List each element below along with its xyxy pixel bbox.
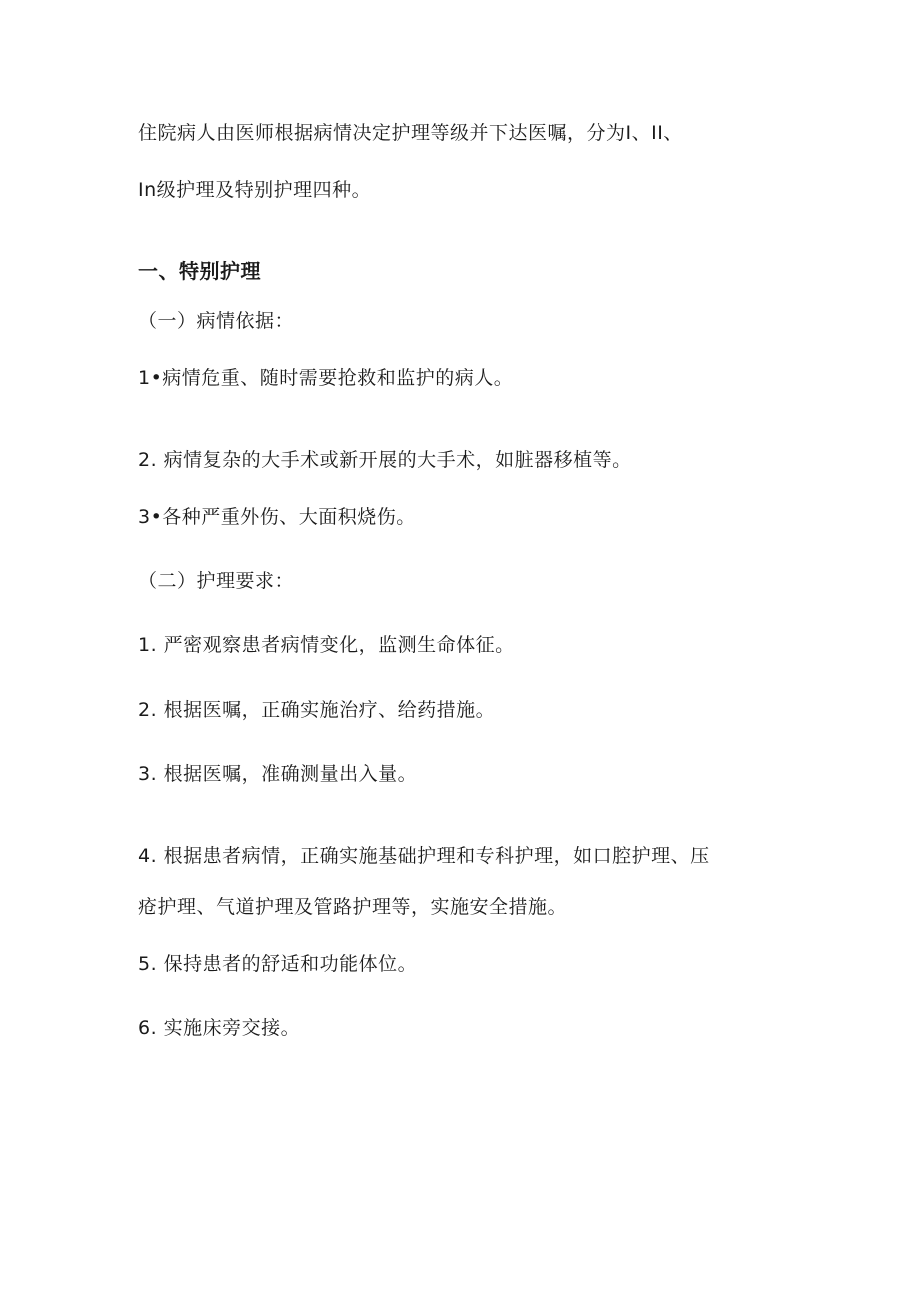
requirement-item-3: 3. 根据医嘱，准确测量出入量。 <box>138 763 418 785</box>
requirement-item-4-continued: 疮护理、气道护理及管路护理等，实施安全措施。 <box>138 896 568 918</box>
intro-line-1: 住院病人由医师根据病情决定护理等级并下达医嘱，分为I、II、 <box>138 122 683 144</box>
intro-line-2: In级护理及特别护理四种。 <box>138 179 372 201</box>
requirement-item-6: 6. 实施床旁交接。 <box>138 1017 301 1039</box>
section-title: 一、特别护理 <box>138 259 261 283</box>
requirement-item-4: 4. 根据患者病情，正确实施基础护理和专科护理，如口腔护理、压 <box>138 845 710 867</box>
basis-item-1: 1•病情危重、随时需要抢救和监护的病人。 <box>138 367 514 389</box>
requirement-item-2: 2. 根据医嘱，正确实施治疗、给药措施。 <box>138 699 496 721</box>
requirement-item-1: 1. 严密观察患者病情变化，监测生命体征。 <box>138 634 515 656</box>
basis-heading: （一）病情依据： <box>138 310 295 332</box>
requirement-item-5: 5. 保持患者的舒适和功能体位。 <box>138 953 418 975</box>
requirements-heading: （二）护理要求： <box>138 570 295 592</box>
basis-item-2: 2. 病情复杂的大手术或新开展的大手术，如脏器移植等。 <box>138 449 632 471</box>
basis-item-3: 3•各种严重外伤、大面积烧伤。 <box>138 506 416 528</box>
